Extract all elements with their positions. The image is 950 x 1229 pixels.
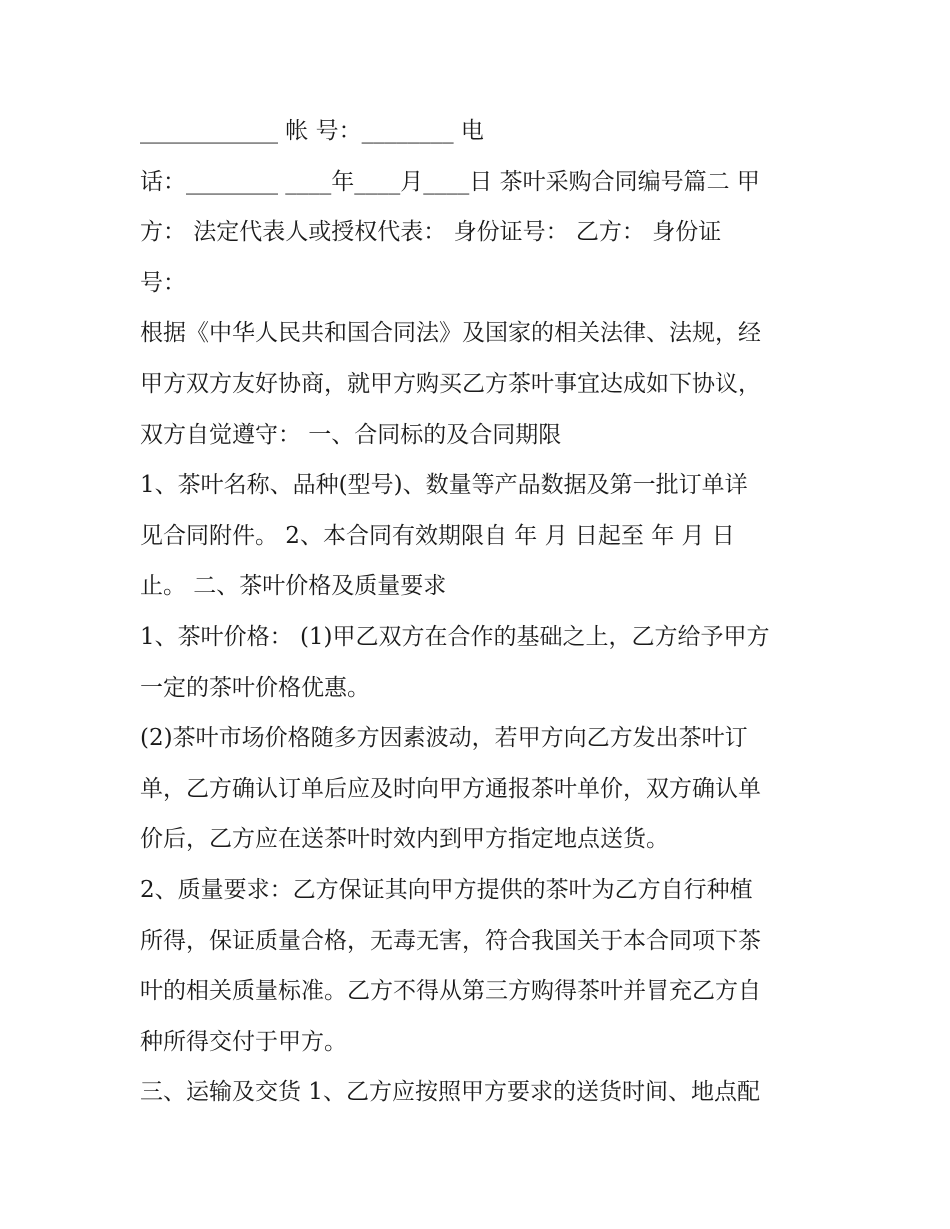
text-line-2: 话：________ ____年____月____日 茶叶采购合同编号篇二 甲: [140, 168, 760, 195]
text-line-10: 止。 二、茶叶价格及质量要求: [140, 573, 447, 600]
text-line-14: 单，乙方确认订单后应及时向甲方通报茶叶单价，双方确认单: [140, 775, 761, 802]
text-line-9: 见合同附件。 2、本合同有效期限自 年 月 日起至 年 月 日: [140, 522, 735, 549]
text-line-6: 甲方双方友好协商，就甲方购买乙方茶叶事宜达成如下协议，: [140, 370, 761, 397]
text-line-13: (2)茶叶市场价格随多方因素波动，若甲方向乙方发出茶叶订: [140, 725, 748, 752]
text-line-11: 1、茶叶价格： (1)甲乙双方在合作的基础之上，乙方给予甲方: [140, 623, 770, 650]
text-line-17: 所得，保证质量合格，无毒无害，符合我国关于本合同项下茶: [140, 927, 761, 954]
text-line-5: 根据《中华人民共和国合同法》及国家的相关法律、法规，经: [140, 320, 761, 347]
text-line-8: 1、茶叶名称、品种(型号)、数量等产品数据及第一批订单详: [140, 472, 748, 499]
text-line-12: 一定的茶叶价格优惠。: [140, 674, 370, 701]
text-line-15: 价后，乙方应在送茶叶时效内到甲方指定地点送货。: [140, 826, 669, 853]
text-line-4: 号：: [140, 269, 186, 296]
text-line-20: 三、运输及交货 1、乙方应按照甲方要求的送货时间、地点配: [140, 1079, 760, 1106]
document-body: [140, 106, 830, 1118]
text-line-16: 2、质量要求：乙方保证其向甲方提供的茶叶为乙方自行种植: [140, 876, 753, 903]
text-line-19: 种所得交付于甲方。: [140, 1028, 347, 1055]
text-line-18: 叶的相关质量标准。乙方不得从第三方购得茶叶并冒充乙方自: [140, 978, 761, 1005]
text-line-3: 方： 法定代表人或授权代表： 身份证号： 乙方： 身份证: [140, 219, 722, 246]
text-line-1: ____________ 帐 号：________ 电: [140, 118, 484, 144]
text-line-7: 双方自觉遵守： 一、合同标的及合同期限: [140, 421, 562, 448]
